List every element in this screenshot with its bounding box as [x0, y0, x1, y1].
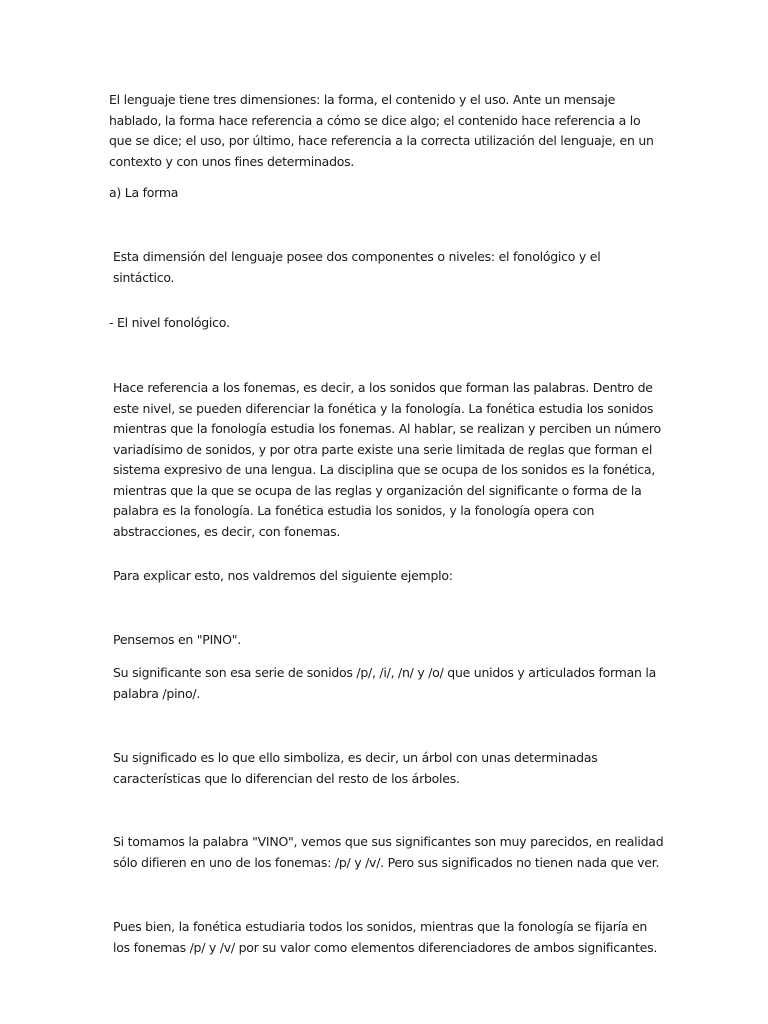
paragraph-intro: El lenguaje tiene tres dimensiones: la forma, el contenido y el uso. Ante un mensaje hablado, la forma hace referencia a cómo se dice algo; el contenido hace referencia a lo que se dice; el uso, por último, hace referencia a la correcta utilización del lenguaje, en un contexto y con unos fines determinados.	[109, 92, 654, 169]
paragraph-dimension: Esta dimensión del lenguaje posee dos componentes o niveles: el fonológico y el sintáctico.	[113, 249, 601, 285]
paragraph-ejemplo: Para explicar esto, nos valdremos del siguiente ejemplo:	[113, 568, 453, 583]
paragraph-vino: Si tomamos la palabra "VINO", vemos que sus significantes son muy parecidos, en realidad sólo difieren en uno de los fonemas: /p/ y /v/. Pero sus significados no tienen nada que ver.	[113, 834, 664, 870]
heading-nivel-fonologico: - El nivel fonológico.	[109, 315, 230, 330]
paragraph-fonemas: Hace referencia a los fonemas, es decir, a los sonidos que forman las palabras. Dentro de este nivel, se pueden diferenciar la fonética y la fonología. La fonética estudia los sonidos mientras que la fonología estudia los fonemas. Al hablar, se realizan y perciben un número variadísimo de sonidos, y por otra parte existe una serie limitada de reglas que forman el sistema expresivo de una lengua. La disciplina que se ocupa de los sonidos es la fonética, mientras que la que se ocupa de las reglas y organización del significante o forma de la palabra es la fonología. La fonética estudia los sonidos, y la fonología opera con abstracciones, es decir, con fonemas.	[113, 380, 661, 539]
heading-la-forma: a) La forma	[109, 185, 179, 200]
paragraph-significado: Su significado es lo que ello simboliza, es decir, un árbol con unas determinadas características que lo diferencian del resto de los árboles.	[113, 750, 598, 786]
paragraph-pues-bien: Pues bien, la fonética estudiaria todos los sonidos, mientras que la fonología se fijaría en los fonemas /p/ y /v/ por su valor como elementos diferenciadores de ambos significantes.	[113, 919, 658, 955]
paragraph-significante: Su significante son esa serie de sonidos /p/, /i/, /n/ y /o/ que unidos y articulados forman la palabra /pino/.	[113, 665, 657, 701]
paragraph-pino: Pensemos en "PINO".	[113, 632, 241, 647]
